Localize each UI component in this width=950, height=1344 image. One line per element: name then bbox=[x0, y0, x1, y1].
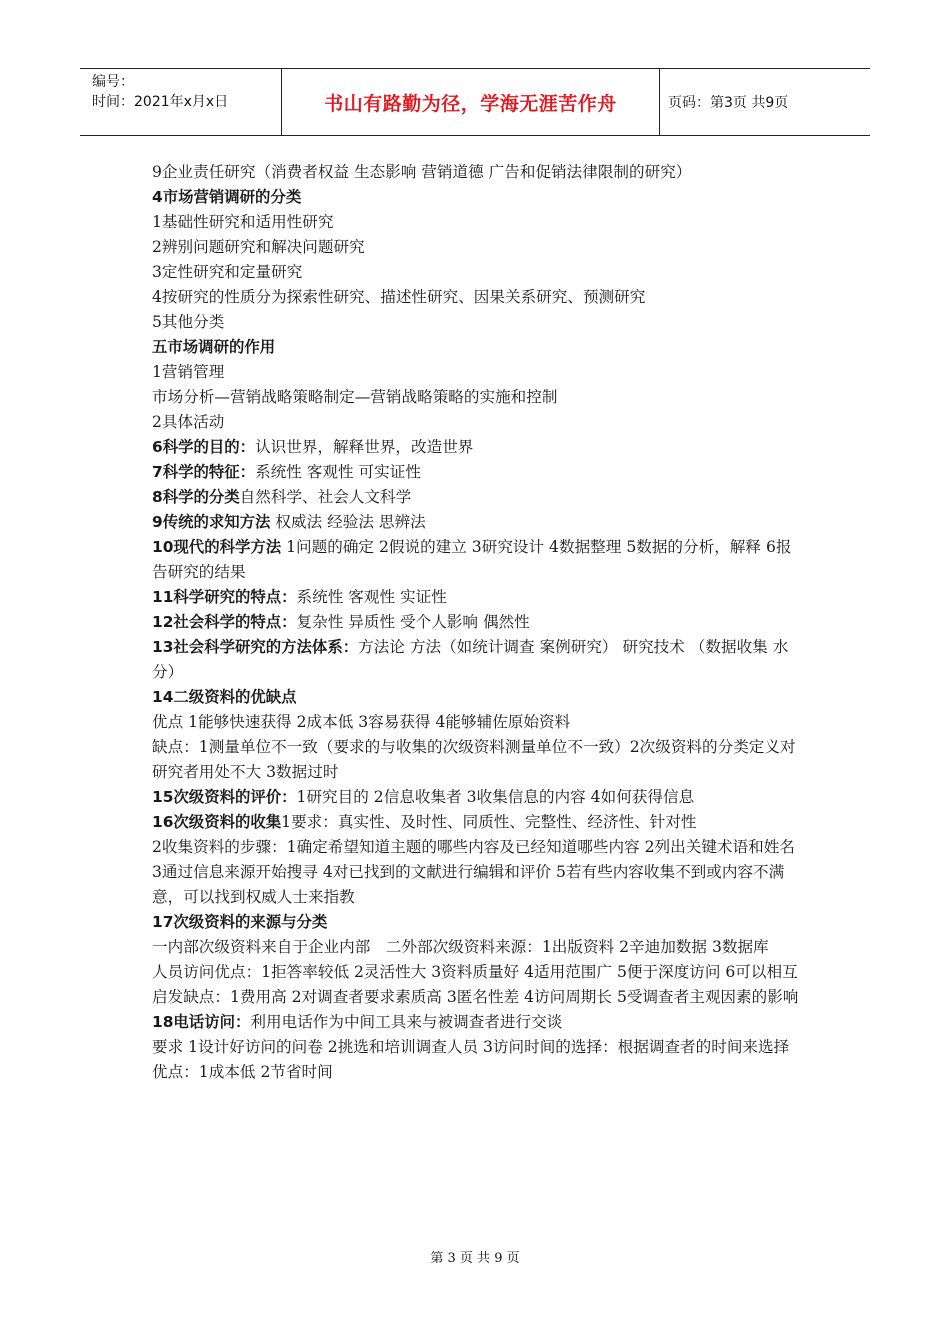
paragraph-text: 权威法 经验法 思辨法 bbox=[270, 513, 426, 531]
page-footer: 第 3 页 共 9 页 bbox=[430, 1251, 520, 1266]
paragraph-heading: 13社会科学研究的方法体系： bbox=[152, 638, 359, 656]
paragraph bbox=[152, 185, 802, 210]
paragraph bbox=[152, 510, 802, 535]
paragraph bbox=[152, 1010, 802, 1035]
paragraph-text: 市场分析—营销战略策略制定—营销战略策略的实施和控制 bbox=[152, 388, 558, 406]
paragraph bbox=[152, 385, 802, 410]
paragraph-text: 复杂性 异质性 受个人影响 偶然性 bbox=[296, 613, 530, 631]
paragraph-text: 4按研究的性质分为探索性研究、描述性研究、因果关系研究、预测研究 bbox=[152, 288, 646, 306]
paragraph-text: 3定性研究和定量研究 bbox=[152, 263, 303, 281]
paragraph-text: 要求 1设计好访问的问卷 2挑选和培训调查人员 3访问时间的选择：根据调查者的时间来选择 bbox=[152, 1038, 790, 1056]
paragraph-text: 2辨别问题研究和解决问题研究 bbox=[152, 238, 365, 256]
page-label: 页码：第3页 共9页 bbox=[668, 95, 789, 111]
paragraph-heading: 五市场调研的作用 bbox=[152, 338, 276, 356]
paragraph-heading: 4市场营销调研的分类 bbox=[152, 188, 302, 206]
paragraph-text: 1要求：真实性、及时性、同质性、完整性、经济性、针对性 bbox=[281, 813, 697, 831]
paragraph bbox=[152, 535, 802, 585]
paragraph-text: 1营销管理 bbox=[152, 363, 225, 381]
paragraph bbox=[152, 235, 802, 260]
paragraph-heading: 10现代的科学方法 bbox=[152, 538, 282, 556]
paragraph bbox=[152, 635, 802, 685]
paragraph-text: 系统性 客观性 实证性 bbox=[296, 588, 447, 606]
paragraph bbox=[152, 435, 802, 460]
paragraph-text: 利用电话作为中间工具来与被调查者进行交谈 bbox=[250, 1013, 563, 1031]
paragraph-text: 系统性 客观性 可实证性 bbox=[255, 463, 421, 481]
paragraph-text: 5其他分类 bbox=[152, 313, 225, 331]
paragraph bbox=[152, 285, 802, 310]
paragraph bbox=[152, 1060, 802, 1085]
paragraph-text: 1基础性研究和适用性研究 bbox=[152, 213, 334, 231]
paragraph-text: 1问题的确定 2假说的建立 3研究设计 4数据整理 5数据的分析，解释 6报告研究的结果 bbox=[152, 538, 792, 581]
paragraph bbox=[152, 685, 802, 710]
paragraph bbox=[152, 335, 802, 360]
document-body bbox=[152, 160, 802, 1085]
paragraph-text: 优点 1能够快速获得 2成本低 3容易获得 4能够辅佐原始资料 bbox=[152, 713, 571, 731]
paragraph-text: 一内部次级资料来自于企业内部 二外部次级资料来源：1出版资料 2辛迪加数据 3数据库 bbox=[152, 938, 769, 956]
paragraph bbox=[152, 610, 802, 635]
header-meta bbox=[80, 69, 282, 135]
time-label: 时间：2021年x月x日 bbox=[92, 94, 229, 110]
paragraph-text: 方法论 方法（如统计调查 案例研究） 研究技术 （数据收集 水分） bbox=[152, 638, 789, 681]
header-motto: 书山有路勤为径，学海无涯苦作舟 bbox=[324, 92, 617, 115]
paragraph-heading: 8科学的分类 bbox=[152, 488, 240, 506]
paragraph bbox=[152, 960, 802, 1010]
paragraph bbox=[152, 310, 802, 335]
paragraph-text: 优点：1成本低 2节省时间 bbox=[152, 1063, 333, 1081]
paragraph-text: 认识世界，解释世界，改造世界 bbox=[255, 438, 474, 456]
paragraph bbox=[152, 735, 802, 785]
paragraph bbox=[152, 1035, 802, 1060]
paragraph-text: 2收集资料的步骤：1确定希望知道主题的哪些内容及已经知道哪些内容 2列出关键术语和姓名 3通过信息来源开始搜寻 4对已找到的文献进行编辑和评价 5若有些内容收集不到或内容不满意，可以找到权威人士来指教 bbox=[152, 838, 795, 906]
paragraph-heading: 12社会科学的特点： bbox=[152, 613, 297, 631]
paragraph-text: 缺点：1测量单位不一致（要求的与收集的次级资料测量单位不一致）2次级资料的分类定义对研究者用处不大 3数据过时 bbox=[152, 738, 796, 781]
page-header bbox=[80, 68, 870, 136]
number-label: 编号： bbox=[92, 74, 134, 90]
paragraph bbox=[152, 260, 802, 285]
paragraph-text: 自然科学、社会人文科学 bbox=[239, 488, 412, 506]
paragraph-heading: 16次级资料的收集 bbox=[152, 813, 282, 831]
paragraph bbox=[152, 485, 802, 510]
paragraph-heading: 6科学的目的： bbox=[152, 438, 256, 456]
paragraph-heading: 18电话访问： bbox=[152, 1013, 251, 1031]
paragraph-heading: 15次级资料的评价： bbox=[152, 788, 297, 806]
paragraph-heading: 17次级资料的来源与分类 bbox=[152, 913, 328, 931]
paragraph-text: 2具体活动 bbox=[152, 413, 225, 431]
header-page-cell bbox=[660, 69, 870, 135]
paragraph bbox=[152, 810, 802, 835]
paragraph-heading: 9传统的求知方法 bbox=[152, 513, 271, 531]
paragraph-heading: 7科学的特征： bbox=[152, 463, 256, 481]
header-motto-cell bbox=[282, 69, 660, 135]
paragraph bbox=[152, 835, 802, 910]
paragraph bbox=[152, 785, 802, 810]
paragraph bbox=[152, 710, 802, 735]
paragraph bbox=[152, 210, 802, 235]
paragraph-heading: 11科学研究的特点： bbox=[152, 588, 297, 606]
paragraph-heading: 14二级资料的优缺点 bbox=[152, 688, 297, 706]
paragraph bbox=[152, 935, 802, 960]
paragraph bbox=[152, 910, 802, 935]
paragraph bbox=[152, 360, 802, 385]
paragraph bbox=[152, 460, 802, 485]
paragraph bbox=[152, 160, 802, 185]
paragraph-text: 1研究目的 2信息收集者 3收集信息的内容 4如何获得信息 bbox=[296, 788, 695, 806]
paragraph bbox=[152, 585, 802, 610]
paragraph bbox=[152, 410, 802, 435]
paragraph-text: 人员访问优点：1拒答率较低 2灵活性大 3资料质量好 4适用范围广 5便于深度访问 6可以相互启发缺点：1费用高 2对调查者要求素质高 3匿名性差 4访问周期长 5受调查者主观因素的影响 bbox=[152, 963, 799, 1006]
paragraph-text: 9企业责任研究（消费者权益 生态影响 营销道德 广告和促销法律限制的研究） bbox=[152, 163, 692, 181]
